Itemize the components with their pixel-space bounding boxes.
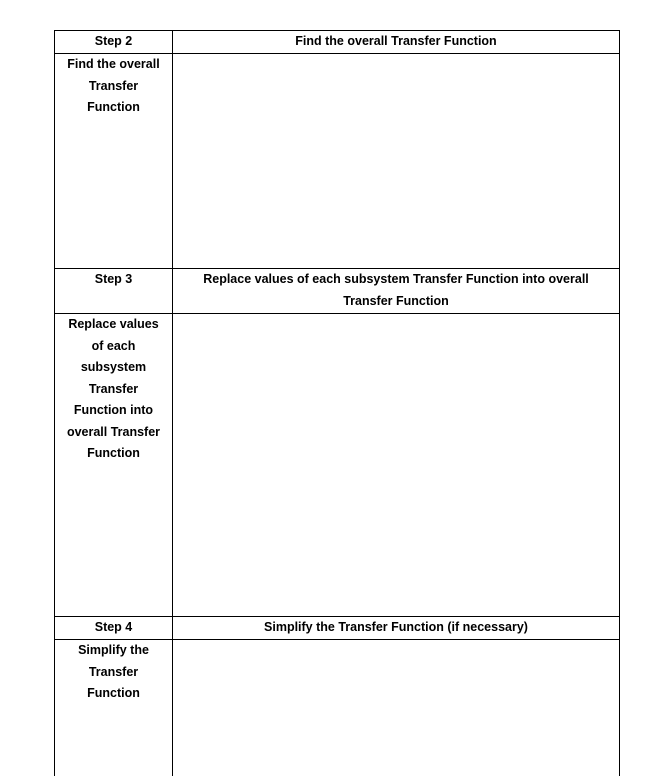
step-body-row: [55, 314, 620, 617]
work-area[interactable]: [173, 314, 620, 617]
work-area[interactable]: [173, 54, 620, 269]
step-header-row: [55, 269, 620, 314]
steps-table: [54, 30, 620, 776]
step-label: Step 3: [55, 269, 173, 314]
step-body-row: [55, 54, 620, 269]
step-description: [55, 640, 173, 776]
step-description: [55, 314, 173, 617]
step-title: Simplify the Transfer Function (if necessary): [173, 617, 620, 640]
step-description-text: Replace values of each subsystem Transfer Function into overall Transfer Function: [66, 317, 161, 460]
work-area[interactable]: [173, 640, 620, 776]
step-body-row: [55, 640, 620, 776]
step-description-text: Simplify the Transfer Function: [78, 643, 149, 700]
step-title-text: Replace values of each subsystem Transfer Function into overall Transfer Function: [203, 272, 589, 308]
step-title: Find the overall Transfer Function: [173, 31, 620, 54]
step-description-text: Find the overall Transfer Function: [67, 57, 160, 114]
step-header-row: [55, 617, 620, 640]
step-header-row: [55, 31, 620, 54]
step-description: [55, 54, 173, 269]
step-label: Step 2: [55, 31, 173, 54]
step-title: [173, 269, 620, 314]
step-label: Step 4: [55, 617, 173, 640]
